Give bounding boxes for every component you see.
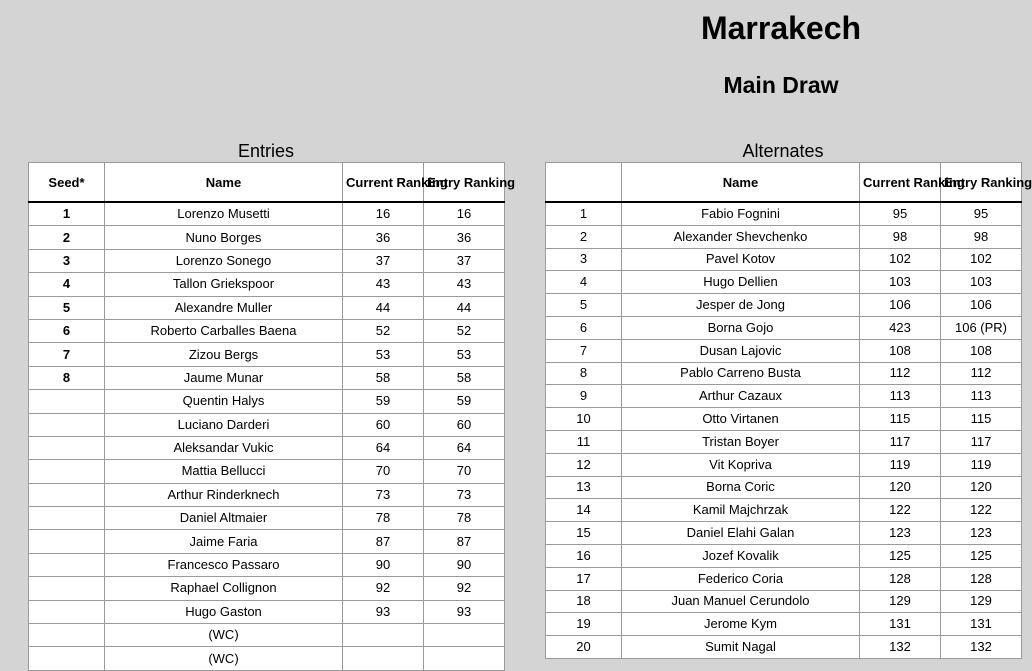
entry-ranking-cell: 37 <box>424 249 505 272</box>
entry-ranking-cell: 90 <box>424 553 505 576</box>
entry-ranking-cell: 106 (PR) <box>941 316 1022 339</box>
current-ranking-cell: 52 <box>343 319 424 342</box>
entries-col-seed: Seed* <box>29 163 105 203</box>
player-name-cell: Otto Virtanen <box>622 408 860 431</box>
current-ranking-cell: 129 <box>860 590 941 613</box>
entry-ranking-cell: 73 <box>424 483 505 506</box>
current-ranking-cell: 98 <box>860 225 941 248</box>
current-ranking-cell: 87 <box>343 530 424 553</box>
seed-cell: 3 <box>29 249 105 272</box>
table-row <box>29 202 505 226</box>
entry-ranking-cell: 60 <box>424 413 505 436</box>
alternates-col-current-ranking: Current Ranking <box>860 163 941 203</box>
player-name-cell: Jesper de Jong <box>622 294 860 317</box>
alternates-col-entry-ranking: Entry Ranking <box>941 163 1022 203</box>
table-row <box>546 316 1022 339</box>
player-name-cell: Tallon Griekspoor <box>105 273 343 296</box>
entry-ranking-cell: 58 <box>424 366 505 389</box>
table-row <box>546 453 1022 476</box>
player-name-cell: Jaume Munar <box>105 366 343 389</box>
player-name-cell: Lorenzo Sonego <box>105 249 343 272</box>
player-name-cell: Sumit Nagal <box>622 636 860 659</box>
entry-ranking-cell: 131 <box>941 613 1022 636</box>
table-row <box>29 319 505 342</box>
player-name-cell: Jerome Kym <box>622 613 860 636</box>
alternate-number-cell: 6 <box>546 316 622 339</box>
player-name-cell: Luciano Darderi <box>105 413 343 436</box>
table-row <box>29 296 505 319</box>
table-row <box>546 613 1022 636</box>
player-name-cell: Raphael Collignon <box>105 577 343 600</box>
alternate-number-cell: 19 <box>546 613 622 636</box>
current-ranking-cell: 128 <box>860 567 941 590</box>
current-ranking-cell: 59 <box>343 390 424 413</box>
table-row <box>29 530 505 553</box>
table-row <box>29 647 505 670</box>
seed-cell: 8 <box>29 366 105 389</box>
table-row <box>546 271 1022 294</box>
player-name-cell: Federico Coria <box>622 567 860 590</box>
table-row <box>29 343 505 366</box>
entry-ranking-cell: 16 <box>424 202 505 226</box>
seed-cell <box>29 600 105 623</box>
player-name-cell: Mattia Bellucci <box>105 460 343 483</box>
seed-cell: 6 <box>29 319 105 342</box>
player-name-cell: Alexandre Muller <box>105 296 343 319</box>
seed-cell: 1 <box>29 202 105 226</box>
entries-table <box>28 162 516 671</box>
table-row <box>29 483 505 506</box>
current-ranking-cell: 95 <box>860 202 941 225</box>
table-row <box>546 476 1022 499</box>
player-name-cell: Alexander Shevchenko <box>622 225 860 248</box>
alternate-number-cell: 12 <box>546 453 622 476</box>
seed-cell <box>29 577 105 600</box>
current-ranking-cell: 43 <box>343 273 424 296</box>
entry-ranking-cell: 129 <box>941 590 1022 613</box>
table-row <box>29 436 505 459</box>
current-ranking-cell: 78 <box>343 507 424 530</box>
player-name-cell: Pavel Kotov <box>622 248 860 271</box>
player-name-cell: Kamil Majchrzak <box>622 499 860 522</box>
table-row <box>546 202 1022 225</box>
entries-header-row <box>29 163 505 203</box>
current-ranking-cell: 64 <box>343 436 424 459</box>
player-name-cell: Hugo Dellien <box>622 271 860 294</box>
current-ranking-cell: 108 <box>860 339 941 362</box>
table-row <box>546 430 1022 453</box>
current-ranking-cell: 423 <box>860 316 941 339</box>
player-name-cell: Borna Gojo <box>622 316 860 339</box>
table-row <box>29 390 505 413</box>
page-title: Marrakech <box>700 10 862 46</box>
player-name-cell: Borna Coric <box>622 476 860 499</box>
entries-heading: Entries <box>237 141 295 161</box>
table-row <box>29 273 505 296</box>
alternate-number-cell: 9 <box>546 385 622 408</box>
player-name-cell: Lorenzo Musetti <box>105 202 343 226</box>
entry-ranking-cell: 132 <box>941 636 1022 659</box>
table-row <box>546 385 1022 408</box>
current-ranking-cell: 122 <box>860 499 941 522</box>
current-ranking-cell: 120 <box>860 476 941 499</box>
table-row <box>29 624 505 647</box>
alternate-number-cell: 5 <box>546 294 622 317</box>
alternate-number-cell: 11 <box>546 430 622 453</box>
current-ranking-cell: 60 <box>343 413 424 436</box>
current-ranking-cell: 131 <box>860 613 941 636</box>
entry-ranking-cell: 120 <box>941 476 1022 499</box>
entry-ranking-cell: 117 <box>941 430 1022 453</box>
entry-ranking-cell: 36 <box>424 226 505 249</box>
current-ranking-cell: 117 <box>860 430 941 453</box>
current-ranking-cell: 92 <box>343 577 424 600</box>
alternates-table <box>545 162 1032 659</box>
current-ranking-cell: 115 <box>860 408 941 431</box>
current-ranking-cell: 112 <box>860 362 941 385</box>
player-name-cell: Hugo Gaston <box>105 600 343 623</box>
current-ranking-cell: 58 <box>343 366 424 389</box>
table-row <box>29 577 505 600</box>
current-ranking-cell: 102 <box>860 248 941 271</box>
table-row <box>546 225 1022 248</box>
alternate-number-cell: 2 <box>546 225 622 248</box>
page-subtitle: Main Draw <box>723 72 839 98</box>
alternate-number-cell: 20 <box>546 636 622 659</box>
current-ranking-cell: 123 <box>860 522 941 545</box>
entry-ranking-cell <box>424 647 505 670</box>
entry-ranking-cell: 108 <box>941 339 1022 362</box>
table-row <box>29 507 505 530</box>
player-name-cell: Zizou Bergs <box>105 343 343 366</box>
seed-cell <box>29 413 105 436</box>
table-row <box>546 362 1022 385</box>
player-name-cell: Francesco Passaro <box>105 553 343 576</box>
entry-ranking-cell: 106 <box>941 294 1022 317</box>
player-name-cell: Daniel Elahi Galan <box>622 522 860 545</box>
current-ranking-cell: 70 <box>343 460 424 483</box>
current-ranking-cell: 53 <box>343 343 424 366</box>
alternate-number-cell: 17 <box>546 567 622 590</box>
alternate-number-cell: 8 <box>546 362 622 385</box>
seed-cell <box>29 483 105 506</box>
entry-ranking-cell: 112 <box>941 362 1022 385</box>
table-row <box>546 590 1022 613</box>
table-row <box>29 460 505 483</box>
current-ranking-cell: 103 <box>860 271 941 294</box>
entries-table-body <box>29 202 505 670</box>
seed-cell <box>29 553 105 576</box>
entry-ranking-cell: 119 <box>941 453 1022 476</box>
entry-ranking-cell: 95 <box>941 202 1022 225</box>
entry-ranking-cell: 59 <box>424 390 505 413</box>
table-row <box>546 408 1022 431</box>
player-name-cell: Arthur Cazaux <box>622 385 860 408</box>
entry-ranking-cell: 123 <box>941 522 1022 545</box>
player-name-cell: Fabio Fognini <box>622 202 860 225</box>
player-name-cell: Nuno Borges <box>105 226 343 249</box>
alternate-number-cell: 14 <box>546 499 622 522</box>
entries-col-name: Name <box>105 163 343 203</box>
entry-ranking-cell: 98 <box>941 225 1022 248</box>
current-ranking-cell: 37 <box>343 249 424 272</box>
player-name-cell: (WC) <box>105 624 343 647</box>
player-name-cell: (WC) <box>105 647 343 670</box>
table-row <box>29 413 505 436</box>
current-ranking-cell: 106 <box>860 294 941 317</box>
current-ranking-cell: 119 <box>860 453 941 476</box>
entry-ranking-cell: 53 <box>424 343 505 366</box>
current-ranking-cell: 44 <box>343 296 424 319</box>
seed-cell <box>29 507 105 530</box>
current-ranking-cell: 132 <box>860 636 941 659</box>
player-name-cell: Aleksandar Vukic <box>105 436 343 459</box>
entry-ranking-cell: 78 <box>424 507 505 530</box>
table-row <box>29 366 505 389</box>
player-name-cell: Jozef Kovalik <box>622 544 860 567</box>
entry-ranking-cell: 122 <box>941 499 1022 522</box>
table-row <box>546 499 1022 522</box>
alternate-number-cell: 13 <box>546 476 622 499</box>
current-ranking-cell: 93 <box>343 600 424 623</box>
current-ranking-cell: 16 <box>343 202 424 226</box>
alternates-col-number <box>546 163 622 203</box>
table-row <box>29 553 505 576</box>
alternate-number-cell: 18 <box>546 590 622 613</box>
table-row <box>546 636 1022 659</box>
table-row <box>29 600 505 623</box>
seed-cell <box>29 460 105 483</box>
seed-cell: 7 <box>29 343 105 366</box>
entry-ranking-cell: 125 <box>941 544 1022 567</box>
alternate-number-cell: 3 <box>546 248 622 271</box>
entry-ranking-cell: 92 <box>424 577 505 600</box>
seed-cell: 4 <box>29 273 105 296</box>
alternates-header-row <box>546 163 1022 203</box>
entry-ranking-cell: 64 <box>424 436 505 459</box>
player-name-cell: Vit Kopriva <box>622 453 860 476</box>
entry-ranking-cell: 70 <box>424 460 505 483</box>
alternate-number-cell: 1 <box>546 202 622 225</box>
player-name-cell: Juan Manuel Cerundolo <box>622 590 860 613</box>
entry-ranking-cell: 52 <box>424 319 505 342</box>
alternate-number-cell: 4 <box>546 271 622 294</box>
entry-ranking-cell: 102 <box>941 248 1022 271</box>
alternate-number-cell: 10 <box>546 408 622 431</box>
alternates-table-body <box>546 202 1022 658</box>
entry-ranking-cell: 43 <box>424 273 505 296</box>
alternate-number-cell: 7 <box>546 339 622 362</box>
player-name-cell: Daniel Altmaier <box>105 507 343 530</box>
entry-ranking-cell: 115 <box>941 408 1022 431</box>
entries-col-entry-ranking: Entry Ranking <box>424 163 505 203</box>
player-name-cell: Roberto Carballes Baena <box>105 319 343 342</box>
entry-ranking-cell: 87 <box>424 530 505 553</box>
seed-cell <box>29 390 105 413</box>
current-ranking-cell: 73 <box>343 483 424 506</box>
player-name-cell: Jaime Faria <box>105 530 343 553</box>
player-name-cell: Arthur Rinderknech <box>105 483 343 506</box>
table-row <box>546 339 1022 362</box>
entry-ranking-cell: 128 <box>941 567 1022 590</box>
seed-cell <box>29 530 105 553</box>
entries-col-current-ranking: Current Ranking <box>343 163 424 203</box>
player-name-cell: Pablo Carreno Busta <box>622 362 860 385</box>
seed-cell <box>29 624 105 647</box>
table-row <box>546 248 1022 271</box>
player-name-cell: Tristan Boyer <box>622 430 860 453</box>
current-ranking-cell: 125 <box>860 544 941 567</box>
player-name-cell: Dusan Lajovic <box>622 339 860 362</box>
table-row <box>29 226 505 249</box>
current-ranking-cell: 90 <box>343 553 424 576</box>
alternates-col-name: Name <box>622 163 860 203</box>
current-ranking-cell <box>343 647 424 670</box>
entry-ranking-cell: 113 <box>941 385 1022 408</box>
current-ranking-cell <box>343 624 424 647</box>
current-ranking-cell: 113 <box>860 385 941 408</box>
table-row <box>546 294 1022 317</box>
entry-ranking-cell: 103 <box>941 271 1022 294</box>
table-row <box>29 249 505 272</box>
alternate-number-cell: 15 <box>546 522 622 545</box>
player-name-cell: Quentin Halys <box>105 390 343 413</box>
seed-cell <box>29 647 105 670</box>
table-row <box>546 544 1022 567</box>
seed-cell <box>29 436 105 459</box>
alternate-number-cell: 16 <box>546 544 622 567</box>
table-row <box>546 522 1022 545</box>
current-ranking-cell: 36 <box>343 226 424 249</box>
seed-cell: 2 <box>29 226 105 249</box>
entry-ranking-cell: 93 <box>424 600 505 623</box>
seed-cell: 5 <box>29 296 105 319</box>
entry-ranking-cell: 44 <box>424 296 505 319</box>
entry-ranking-cell <box>424 624 505 647</box>
table-row <box>546 567 1022 590</box>
alternates-heading: Alternates <box>742 141 824 161</box>
